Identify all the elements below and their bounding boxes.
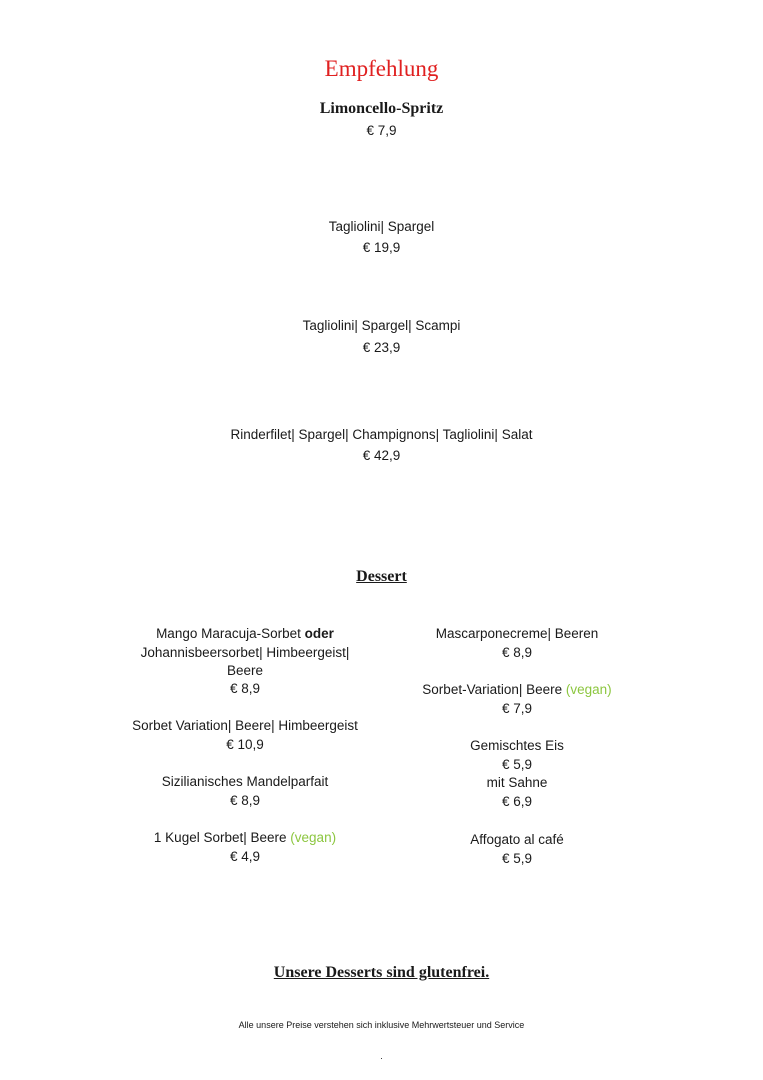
dish-price: € 19,9	[362, 240, 401, 255]
dessert-item-name: 1 Kugel Sorbet| Beere	[153, 830, 287, 845]
dessert-item-name: Mango Maracuja-Sorbet	[156, 626, 301, 641]
dessert-item-name: Johannisbeersorbet| Himbeergeist|	[140, 645, 350, 660]
dish-name: Tagliolini| Spargel	[328, 219, 435, 234]
dessert-item-price: € 8,9	[501, 645, 533, 660]
dessert-item-price: € 10,9	[226, 737, 264, 752]
dessert-item-name: Affogato al café	[470, 832, 564, 847]
dessert-item-name: Sorbet Variation| Beere| Himbeergeist	[132, 718, 358, 733]
dessert-item	[372, 681, 662, 700]
dessert-item-price: € 6,9	[501, 794, 533, 809]
dessert-item-or: oder	[304, 626, 334, 641]
dish-price: € 42,9	[362, 448, 401, 463]
page-dot: .	[380, 1051, 383, 1061]
dish-name: Tagliolini| Spargel| Scampi	[302, 318, 461, 333]
dessert-item-name: Sizilianisches Mandelparfait	[161, 774, 329, 789]
vegan-tag: (vegan)	[565, 682, 612, 697]
dessert-item-name: Gemischtes Eis	[470, 738, 564, 753]
dessert-item-name: Sorbet-Variation| Beere	[422, 682, 563, 697]
dessert-item	[100, 625, 390, 644]
drink-name: Limoncello-Spritz	[319, 100, 444, 117]
dessert-item-price: € 8,9	[229, 681, 261, 696]
dessert-item-price: € 7,9	[501, 701, 533, 716]
dish-price: € 23,9	[362, 340, 401, 355]
dessert-item	[100, 829, 390, 848]
dessert-item-name: Mascarponecreme| Beeren	[435, 626, 599, 641]
dessert-item-name: mit Sahne	[486, 775, 548, 790]
vegan-tag: (vegan)	[290, 830, 337, 845]
glutenfree-note: Unsere Desserts sind glutenfrei.	[273, 964, 490, 981]
dessert-item-price: € 5,9	[501, 851, 533, 866]
drink-price: € 7,9	[366, 123, 397, 138]
recommendation-heading: Empfehlung	[324, 56, 439, 81]
dessert-item-price: € 8,9	[229, 793, 261, 808]
dessert-item-price: € 5,9	[501, 757, 533, 772]
dish-name: Rinderfilet| Spargel| Champignons| Tagliolini| Salat	[230, 427, 533, 442]
price-footnote: Alle unsere Preise verstehen sich inklusive Mehrwertsteuer und Service	[238, 1020, 525, 1030]
dessert-item-price: € 4,9	[229, 849, 261, 864]
dessert-heading: Dessert	[356, 568, 407, 585]
dessert-item-name: Beere	[226, 663, 264, 678]
